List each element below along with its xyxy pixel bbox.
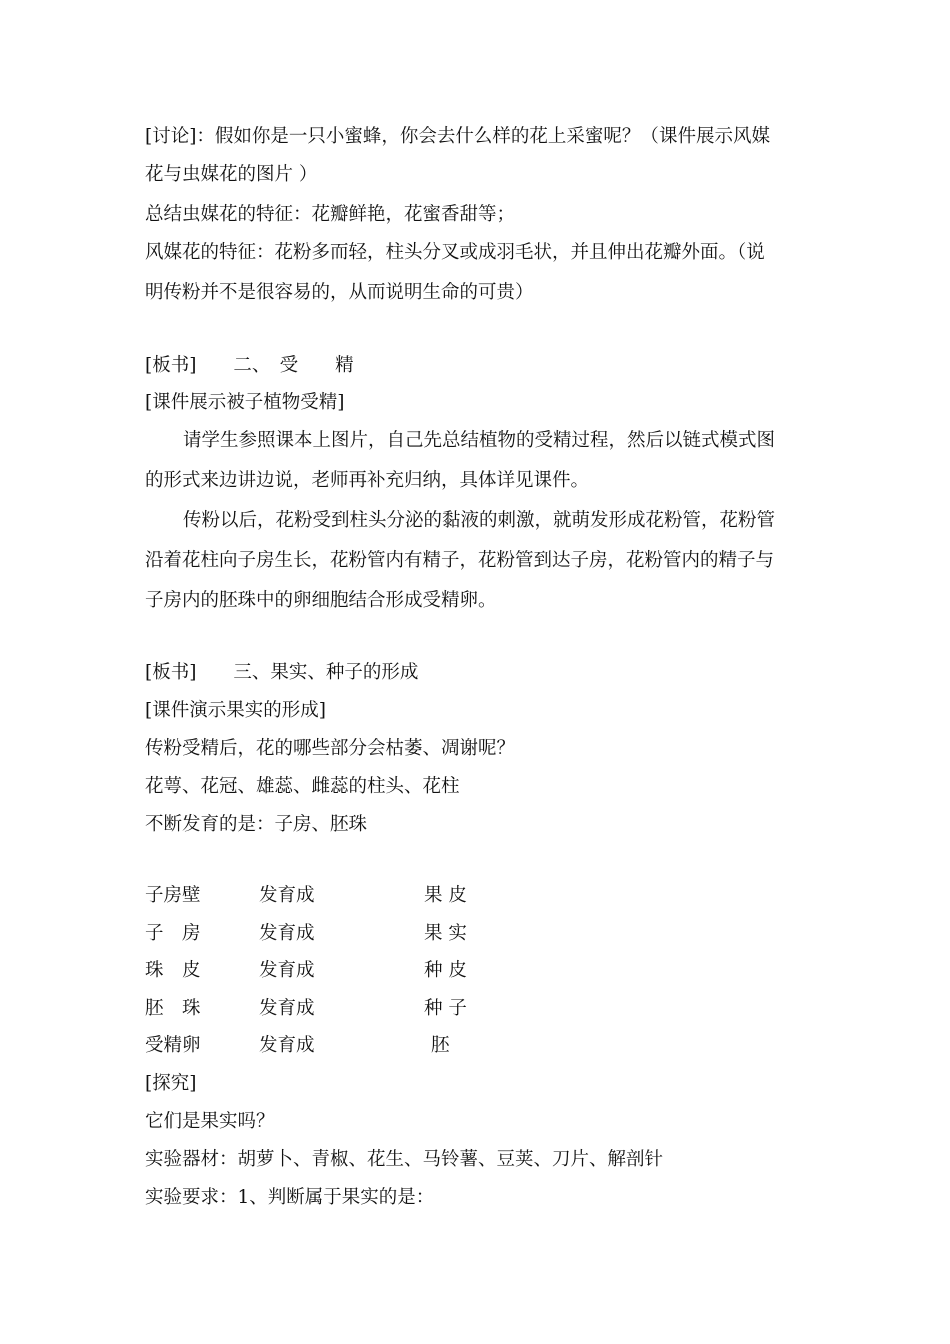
develops-into: 发育成 xyxy=(259,998,315,1019)
section-2-heading: [板书] 二、 受 精 xyxy=(145,355,354,376)
section-2-courseware-note: [课件展示被子植物受精] xyxy=(145,392,345,413)
developing-parts: 不断发育的是：子房、胚珠 xyxy=(145,814,368,835)
fertilization-paragraph-2-line-2: 沿着花柱向子房生长，花粉管内有精子，花粉管到达子房，花粉管内的精子与 xyxy=(145,550,775,571)
fertilization-paragraph-1-line-1: 请学生参照课本上图片，自己先总结植物的受精过程，然后以链式模式图 xyxy=(183,430,776,451)
wind-pollinated-features-line-2: 明传粉并不是很容易的，从而说明生命的可贵） xyxy=(145,282,534,303)
wind-pollinated-features-line-1: 风媒花的特征：花粉多而轻，柱头分叉或成羽毛状，并且伸出花瓣外面。（说 xyxy=(145,242,765,263)
fertilization-paragraph-2-line-3: 子房内的胚珠中的卵细胞结合形成受精卵。 xyxy=(145,590,497,611)
insect-pollinated-features: 总结虫媒花的特征：花瓣鲜艳，花蜜香甜等； xyxy=(145,204,516,225)
flower-part: 珠 皮 xyxy=(145,960,201,981)
wither-question: 传粉受精后，花的哪些部分会枯萎、凋谢呢？ xyxy=(145,738,516,759)
experiment-materials: 实验器材：胡萝卜、青椒、花生、马铃薯、豆荚、刀片、解剖针 xyxy=(145,1149,664,1170)
resulting-structure: 果 皮 xyxy=(424,885,467,906)
flower-part: 受精卵 xyxy=(145,1035,201,1056)
fertilization-paragraph-2-line-1: 传粉以后，花粉受到柱头分泌的黏液的刺激，就萌发形成花粉管，花粉管 xyxy=(183,510,776,531)
fertilization-paragraph-1-line-2: 的形式来边讲边说，老师再补充归纳，具体详见课件。 xyxy=(145,470,590,491)
flower-part: 子房壁 xyxy=(145,885,201,906)
develops-into: 发育成 xyxy=(259,885,315,906)
discussion-line-2: 花与虫媒花的图片 ） xyxy=(145,164,318,185)
develops-into: 发育成 xyxy=(259,923,315,944)
section-3-heading: [板书] 三、果实、种子的形成 xyxy=(145,662,419,683)
flower-part: 子 房 xyxy=(145,923,201,944)
discussion-line-1: [讨论]：假如你是一只小蜜蜂，你会去什么样的花上采蜜呢？（课件展示风媒 xyxy=(145,126,770,147)
experiment-requirement: 实验要求：1、判断属于果实的是： xyxy=(145,1187,435,1208)
withered-parts: 花萼、花冠、雄蕊、雌蕊的柱头、花柱 xyxy=(145,776,460,797)
resulting-structure: 种 子 xyxy=(424,998,467,1019)
resulting-structure: 种 皮 xyxy=(424,960,467,981)
resulting-structure: 胚 xyxy=(431,1035,450,1056)
develops-into: 发育成 xyxy=(259,960,315,981)
flower-part: 胚 珠 xyxy=(145,998,201,1019)
section-3-courseware-note: [课件演示果实的形成] xyxy=(145,700,326,721)
resulting-structure: 果 实 xyxy=(424,923,467,944)
explore-question: 它们是果实吗？ xyxy=(145,1111,275,1132)
develops-into: 发育成 xyxy=(259,1035,315,1056)
explore-heading: [探究] xyxy=(145,1073,197,1094)
